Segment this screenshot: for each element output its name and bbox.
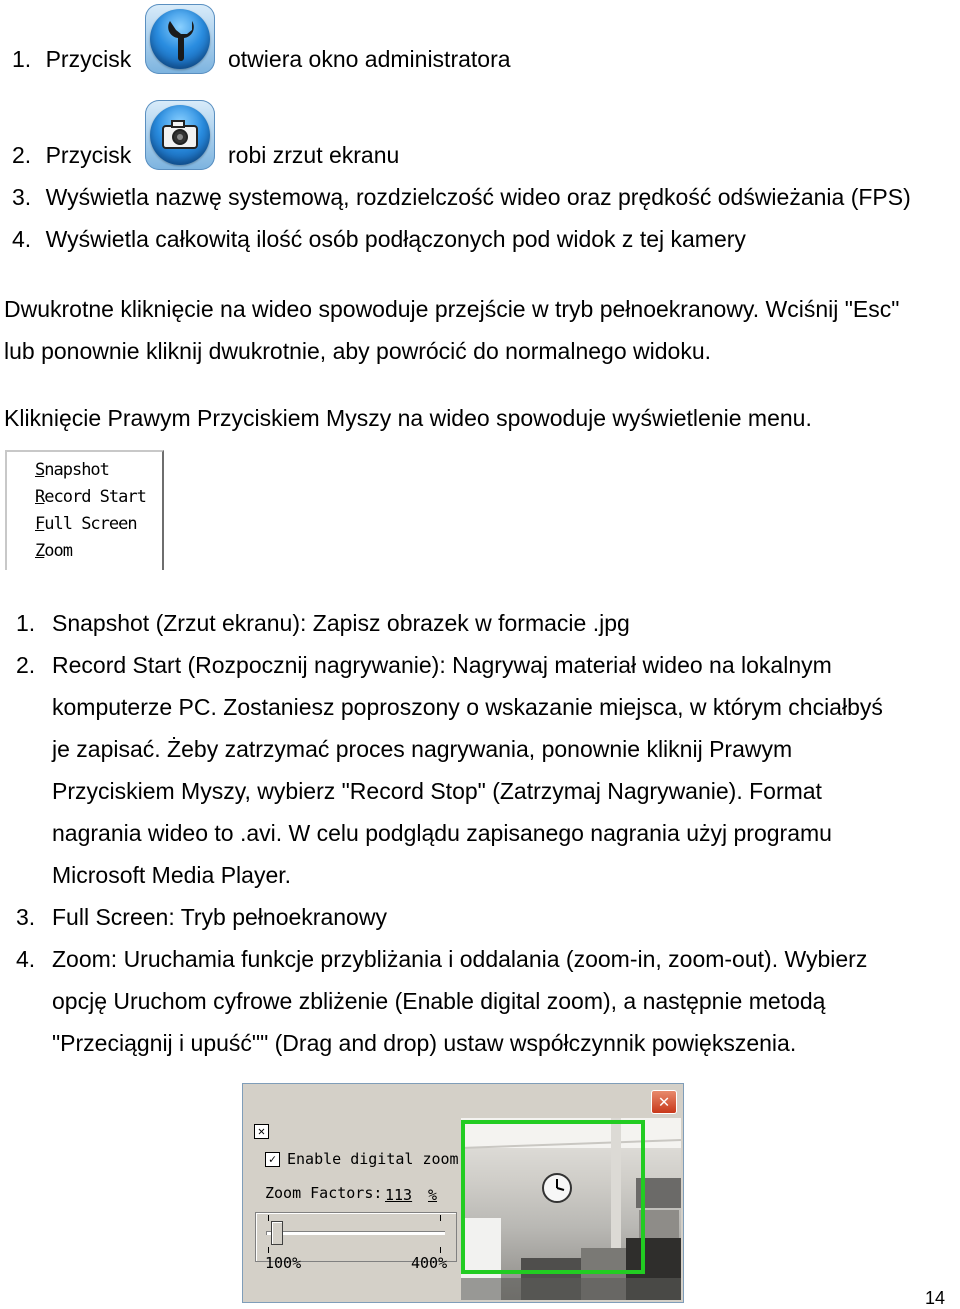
camera-icon[interactable] [145, 100, 215, 170]
context-menu [5, 450, 164, 570]
menu-list-line: komputerze PC. Zostaniesz poproszony o wskazanie miejsca, w którym chciałbyś [52, 694, 883, 720]
list-item-snapshot [12, 140, 131, 170]
menu-list-number: 1. [16, 610, 36, 636]
paragraph-menu: Kliknięcie Prawym Przyciskiem Myszy na wideo spowoduje wyświetlenie menu. [4, 405, 812, 431]
list-text-before: Przycisk [45, 142, 132, 168]
page-number: 14 [925, 1288, 946, 1308]
menu-list-line: Full Screen: Tryb pełnoekranowy [52, 904, 387, 930]
camera-preview[interactable] [461, 1118, 681, 1300]
list-number: 4. [12, 226, 32, 252]
list-number: 3. [12, 184, 32, 210]
wrench-icon[interactable] [145, 4, 215, 74]
menu-list-line: opcję Uruchom cyfrowe zbliżenie (Enable digital zoom), a następnie metodą [52, 988, 826, 1014]
list-text-after: otwiera okno administratora [228, 46, 511, 72]
menu-list-line: nagrania wideo to .avi. W celu podglądu zapisanego nagrania użyj programu [52, 820, 832, 846]
menu-list-line: je zapisać. Żeby zatrzymać proces nagrywania, ponownie kliknij Prawym [52, 736, 793, 762]
menu-list-line: Snapshot (Zrzut ekranu): Zapisz obrazek w formacie .jpg [52, 610, 630, 636]
list-number: 2. [12, 142, 32, 168]
menu-list-number: 3. [16, 904, 36, 930]
menu-list-number: 4. [16, 946, 36, 972]
close-icon[interactable]: ✕ [651, 1090, 677, 1114]
paragraph-fullscreen-line-1: Dwukrotne kliknięcie na wideo spowoduje przejście w tryb pełnoekranowy. Wciśnij "Esc" [4, 296, 900, 322]
list-text-before: Przycisk [45, 46, 132, 72]
list-item-admin [12, 44, 131, 74]
menu-item-record-start[interactable]: Record Start [35, 487, 146, 507]
zoom-factor-label: Zoom Factors: [265, 1184, 383, 1202]
slider-max-label: 400% [411, 1254, 448, 1272]
zoom-dialog [242, 1083, 684, 1303]
menu-list-line: Microsoft Media Player. [52, 862, 292, 888]
list-item-viewers [12, 224, 746, 254]
zoom-factor-value: 113 [385, 1186, 413, 1204]
enable-zoom-label: Enable digital zoom [287, 1150, 459, 1168]
zoom-slider-track[interactable] [266, 1231, 445, 1235]
paragraph-fullscreen-line-2: lub ponownie kliknij dwukrotnie, aby powrócić do normalnego widoku. [4, 338, 712, 364]
list-item-system-name [12, 182, 911, 212]
menu-list-line: Record Start (Rozpocznij nagrywanie): Nagrywaj materiał wideo na lokalnym [52, 652, 832, 678]
list-number: 1. [12, 46, 32, 72]
menu-list-number: 2. [16, 652, 36, 678]
list-text: Wyświetla całkowitą ilość osób podłączonych pod widok z tej kamery [45, 226, 746, 252]
office-scene-image [461, 1118, 681, 1300]
list-text: Wyświetla nazwę systemową, rozdzielczość wideo oraz prędkość odświeżania (FPS) [45, 184, 911, 210]
list-text-after: robi zrzut ekranu [228, 142, 400, 168]
menu-item-full-screen[interactable]: Full Screen [35, 514, 137, 534]
menu-item-zoom[interactable]: Zoom [35, 541, 72, 561]
close-panel-icon[interactable]: ✕ [254, 1124, 269, 1139]
menu-list-line: Przyciskiem Myszy, wybierz "Record Stop" (Zatrzymaj Nagrywanie). Format [52, 778, 822, 804]
menu-item-snapshot[interactable]: Snapshot [35, 460, 109, 480]
menu-list-line: "Przeciągnij i upuść"" (Drag and drop) ustaw współczynnik powiększenia. [52, 1030, 797, 1056]
menu-list-line: Zoom: Uruchamia funkcje przybliżania i oddalania (zoom-in, zoom-out). Wybierz [52, 946, 868, 972]
slider-min-label: 100% [265, 1254, 302, 1272]
zoom-slider-thumb[interactable] [271, 1221, 283, 1245]
zoom-factor-unit: % [428, 1186, 438, 1204]
enable-zoom-checkbox[interactable]: ✓ [265, 1152, 280, 1167]
